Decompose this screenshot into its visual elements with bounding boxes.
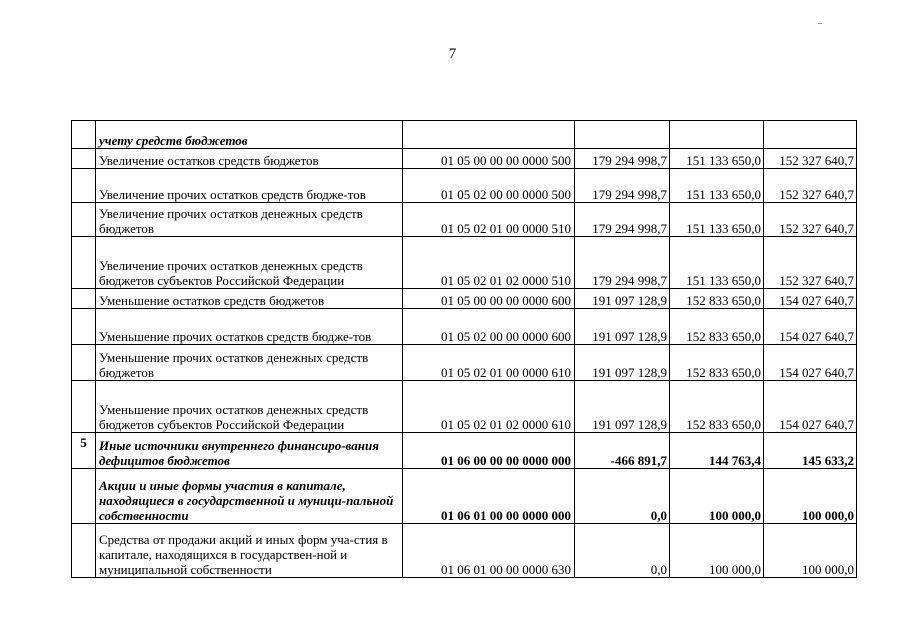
row-code: 01 05 02 01 02 0000 510 [403, 237, 575, 289]
row-name: Увеличение остатков средств бюджетов [96, 149, 403, 169]
row-name: учету средств бюджетов [96, 121, 403, 149]
value-3: 152 327 640,7 [764, 203, 857, 237]
value-2: 152 833 650,0 [670, 345, 764, 381]
value-2: 152 833 650,0 [670, 381, 764, 433]
row-name: Иные источники внутреннего финансиро-вания дефицитов бюджетов [96, 433, 403, 469]
row-name: Увеличение прочих остатков денежных средств бюджетов субъектов Российской Федерации [96, 237, 403, 289]
value-1: 179 294 998,7 [575, 149, 670, 169]
row-number [72, 469, 96, 524]
row-code: 01 05 00 00 00 0000 500 [403, 149, 575, 169]
table-row [72, 524, 857, 578]
row-number: 5 [72, 433, 96, 469]
value-1: 179 294 998,7 [575, 169, 670, 203]
row-name: Увеличение прочих остатков денежных средств бюджетов [96, 203, 403, 237]
value-3: 154 027 640,7 [764, 289, 857, 309]
row-name: Средства от продажи акций и иных форм уча-стия в капитале, находящихся в государствен-ной и муниципальной собственности [96, 524, 403, 578]
value-3 [764, 121, 857, 149]
row-code: 01 05 02 00 00 0000 500 [403, 169, 575, 203]
value-2: 152 833 650,0 [670, 309, 764, 345]
table-row [72, 469, 857, 524]
row-number [72, 203, 96, 237]
row-number [72, 237, 96, 289]
row-code: 01 06 01 00 00 0000 630 [403, 524, 575, 578]
value-3: 152 327 640,7 [764, 149, 857, 169]
row-name: Уменьшение прочих остатков средств бюдже-тов [96, 309, 403, 345]
budget-sources-table [71, 120, 857, 578]
table-row [72, 121, 857, 149]
value-3: 154 027 640,7 [764, 345, 857, 381]
row-code: 01 05 02 01 00 0000 610 [403, 345, 575, 381]
page-number: 7 [448, 46, 457, 62]
row-number [72, 121, 96, 149]
table-row [72, 309, 857, 345]
value-2: 151 133 650,0 [670, 169, 764, 203]
table-row [72, 345, 857, 381]
value-3: 154 027 640,7 [764, 309, 857, 345]
row-number [72, 381, 96, 433]
value-2: 151 133 650,0 [670, 237, 764, 289]
table-row [72, 169, 857, 203]
value-1: 191 097 128,9 [575, 381, 670, 433]
row-number [72, 345, 96, 381]
value-3: 100 000,0 [764, 524, 857, 578]
row-code [403, 121, 575, 149]
value-2: 151 133 650,0 [670, 203, 764, 237]
row-number [72, 169, 96, 203]
table-row [72, 203, 857, 237]
row-name: Уменьшение прочих остатков денежных средств бюджетов [96, 345, 403, 381]
row-number [72, 524, 96, 578]
row-name: Увеличение прочих остатков средств бюдже-тов [96, 169, 403, 203]
row-code: 01 05 02 00 00 0000 600 [403, 309, 575, 345]
row-code: 01 05 00 00 00 0000 600 [403, 289, 575, 309]
value-1 [575, 121, 670, 149]
value-1: 179 294 998,7 [575, 237, 670, 289]
row-code: 01 05 02 01 00 0000 510 [403, 203, 575, 237]
row-name: Уменьшение остатков средств бюджетов [96, 289, 403, 309]
value-2: 152 833 650,0 [670, 289, 764, 309]
table-row [72, 149, 857, 169]
value-3: 154 027 640,7 [764, 381, 857, 433]
row-number [72, 289, 96, 309]
table-row [72, 289, 857, 309]
value-1: 191 097 128,9 [575, 289, 670, 309]
value-1: 179 294 998,7 [575, 203, 670, 237]
row-code: 01 06 00 00 00 0000 000 [403, 433, 575, 469]
table-row [72, 381, 857, 433]
value-2 [670, 121, 764, 149]
row-number [72, 149, 96, 169]
value-2: 151 133 650,0 [670, 149, 764, 169]
table-row [72, 237, 857, 289]
value-1: 0,0 [575, 469, 670, 524]
value-1: -466 891,7 [575, 433, 670, 469]
row-code: 01 06 01 00 00 0000 000 [403, 469, 575, 524]
row-name: Акции и иные формы участия в капитале, находящиеся в государственной и муници-пальной собственности [96, 469, 403, 524]
row-code: 01 05 02 01 02 0000 610 [403, 381, 575, 433]
row-number [72, 309, 96, 345]
value-3: 145 633,2 [764, 433, 857, 469]
table-row [72, 433, 857, 469]
value-2: 100 000,0 [670, 469, 764, 524]
value-1: 0,0 [575, 524, 670, 578]
value-3: 152 327 640,7 [764, 237, 857, 289]
value-2: 100 000,0 [670, 524, 764, 578]
row-name: Уменьшение прочих остатков денежных средств бюджетов субъектов Российской Федерации [96, 381, 403, 433]
scan-mark [818, 23, 822, 24]
value-3: 152 327 640,7 [764, 169, 857, 203]
value-1: 191 097 128,9 [575, 309, 670, 345]
value-2: 144 763,4 [670, 433, 764, 469]
value-3: 100 000,0 [764, 469, 857, 524]
value-1: 191 097 128,9 [575, 345, 670, 381]
